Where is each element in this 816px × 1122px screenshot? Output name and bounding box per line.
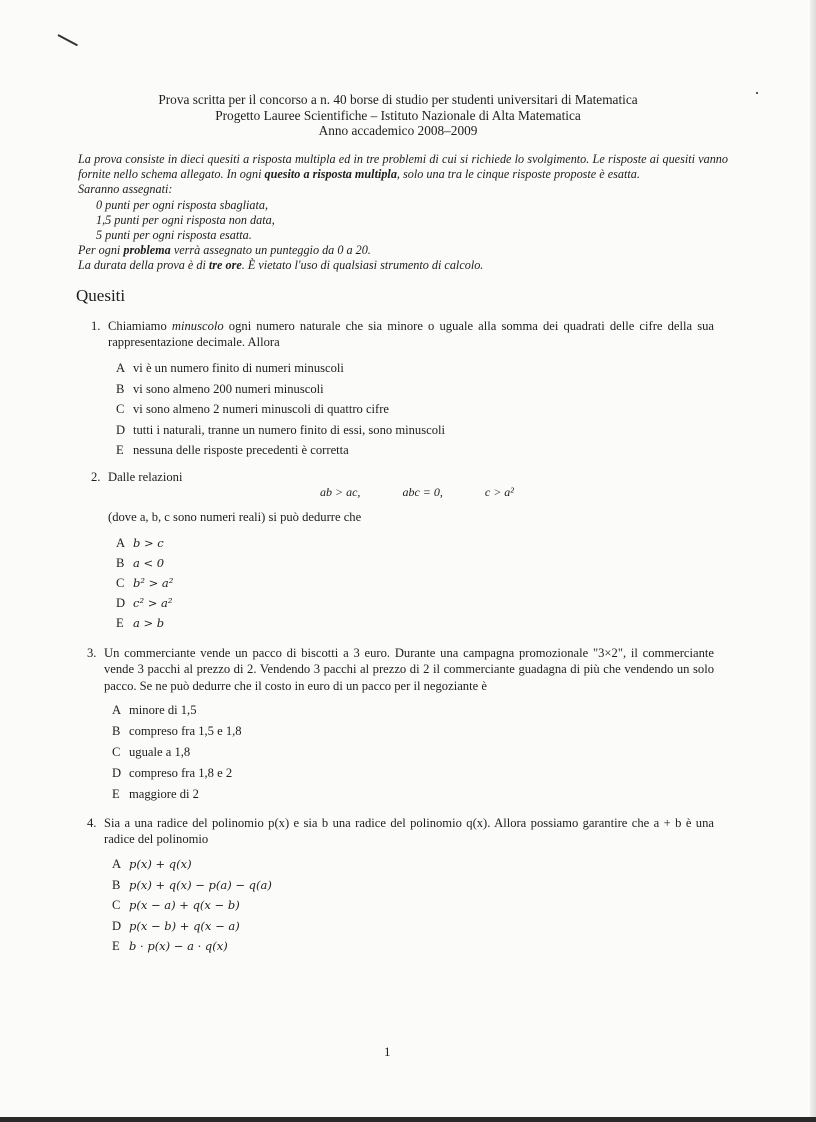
instructions-text: La prova consiste in dieci quesiti a risposta multipla ed in tre problemi di cui si richiede lo svolgimento. Le risposte ai quesiti vanno fornite nello schema allegato. In ogni (78, 152, 728, 182)
option-letter: D (116, 596, 126, 610)
option-text: vi sono almeno 200 numeri minuscoli (133, 381, 324, 396)
question-number: 2. (91, 470, 101, 484)
option-d (116, 423, 445, 441)
option-text: vi sono almeno 2 numeri minuscoli di quattro cifre (133, 402, 390, 416)
option-text: c² > a² (133, 596, 173, 610)
instructions-bold: problema (123, 243, 171, 258)
instructions-line (78, 258, 728, 273)
option-text: compreso fra 1,8 e 2 (129, 766, 233, 780)
score-line: 1,5 punti per ogni risposta non data, (96, 212, 275, 227)
option-letter: D (112, 766, 122, 780)
option-letter: C (112, 745, 121, 759)
option-d (112, 766, 232, 784)
option-text: p(x − b) + q(x − a) (129, 918, 240, 933)
question-text-emphasis: minuscolo (171, 319, 224, 333)
option-letter: E (116, 443, 124, 457)
instructions-text: La durata della prova è di (78, 258, 206, 273)
instructions-bold: tre ore (208, 258, 242, 273)
score-line: 0 punti per ogni risposta sbagliata, (96, 197, 268, 212)
option-letter: A (116, 361, 126, 375)
question-text-part: ogni numero naturale che sia minore o uguale alla somma dei quadrati delle cifre della sua rappresentazione decimale. Allora (108, 319, 714, 350)
option-text: vi è un numero finito di numeri minuscoli (133, 361, 344, 375)
option-c (112, 898, 240, 916)
option-b (116, 382, 324, 400)
option-letter: E (116, 616, 124, 630)
relations (320, 485, 514, 500)
option-b (112, 878, 272, 896)
question-text: Un commerciante vende un pacco di biscotti a 3 euro. Durante una campagna promozionale "3×2", il commerciante vende 3 pacchi al prezzo di 2. Vendendo 3 pacchi al prezzo di 2 il commerciante guadagna di più che vendendo un solo pacco. Se ne può dedurre che il costo in euro di un pacco per il negoziante è (104, 646, 714, 693)
question-number: 3. (87, 646, 97, 660)
option-b (112, 724, 242, 742)
option-text: a < 0 (133, 556, 165, 570)
header-line: Progetto Lauree Scientifiche – Istituto Nazionale di Alta Matematica (215, 107, 581, 123)
option-c (112, 745, 190, 763)
option-text: compreso fra 1,5 e 1,8 (129, 724, 242, 738)
question-text (108, 318, 714, 351)
option-text: tutti i naturali, tranne un numero finito di essi, sono minuscoli (133, 422, 446, 437)
option-text: uguale a 1,8 (129, 745, 191, 759)
instructions (78, 152, 728, 274)
page-number: 1 (384, 1044, 391, 1059)
option-text: b > c (133, 536, 164, 550)
option-text: b² > a² (133, 576, 174, 590)
option-text: p(x − a) + q(x − b) (129, 898, 240, 912)
option-letter: A (112, 703, 122, 717)
instructions-text: , solo una tra le cinque risposte proposte è esatta. (396, 167, 640, 182)
option-letter: D (116, 422, 126, 437)
section-title: Quesiti (76, 286, 126, 305)
question-number: 4. (87, 816, 97, 830)
option-a (112, 703, 197, 721)
relation: abc = 0, (402, 485, 443, 499)
option-a (116, 536, 164, 554)
option-a (116, 361, 344, 379)
instructions-bold: quesito a risposta multipla (264, 167, 397, 182)
option-letter: E (112, 939, 120, 953)
option-text: maggiore di 2 (129, 787, 199, 801)
option-text: a > b (133, 616, 165, 630)
option-c (116, 402, 389, 420)
option-letter: B (112, 724, 121, 738)
question-text-part: Chiamiamo (108, 319, 167, 333)
option-letter: C (116, 576, 125, 590)
option-letter: A (116, 536, 126, 550)
option-letter: B (116, 556, 125, 570)
question-text: Sia a una radice del polinomio p(x) e sia b una radice del polinomio q(x). Allora possiamo garantire che a + b è una radice del polinomio (104, 816, 714, 847)
option-letter: A (112, 857, 122, 871)
document-header (0, 92, 796, 139)
option-letter: D (112, 918, 122, 933)
pen-mark (58, 34, 78, 46)
option-c (116, 576, 173, 594)
question-text: (dove a, b, c sono numeri reali) si può dedurre che (108, 510, 362, 524)
header-line: Anno accademico 2008–2009 (318, 123, 478, 138)
relation: ab > ac, (320, 485, 361, 499)
option-d (116, 596, 172, 614)
scan-edge (810, 0, 816, 1122)
option-letter: E (112, 787, 120, 801)
option-e (116, 616, 164, 634)
instructions-text: verrà assegnato un punteggio da 0 a 20. (173, 243, 371, 258)
instructions-line: Saranno assegnati: (78, 182, 173, 197)
option-letter: B (112, 877, 121, 892)
option-text: nessuna delle risposte precedenti è corretta (133, 443, 349, 457)
option-text: minore di 1,5 (129, 703, 197, 717)
option-b (116, 556, 164, 574)
option-e (112, 939, 228, 957)
option-text: b · p(x) − a · q(x) (129, 939, 228, 953)
header-line: Prova scritta per il concorso a n. 40 borse di studio per studenti universitari di Matematica (158, 92, 638, 107)
score-line: 5 punti per ogni risposta esatta. (96, 228, 252, 243)
instructions-line (78, 243, 728, 258)
option-text: p(x) + q(x) (129, 857, 192, 871)
option-a (112, 857, 192, 875)
option-e (116, 443, 349, 461)
instructions-text: . È vietato l'uso di qualsiasi strumento di calcolo. (241, 258, 484, 273)
option-d (112, 919, 240, 937)
option-text: p(x) + q(x) − p(a) − q(a) (129, 877, 272, 892)
instructions-paragraph (78, 152, 728, 182)
question-text: Dalle relazioni (108, 470, 183, 484)
option-letter: B (116, 381, 125, 396)
relation: c > a² (484, 485, 514, 499)
option-letter: C (112, 898, 121, 912)
option-letter: C (116, 402, 125, 416)
scan-edge (0, 1117, 816, 1122)
option-e (112, 787, 199, 805)
instructions-text: Per ogni (78, 243, 121, 258)
question-number: 1. (91, 319, 101, 333)
